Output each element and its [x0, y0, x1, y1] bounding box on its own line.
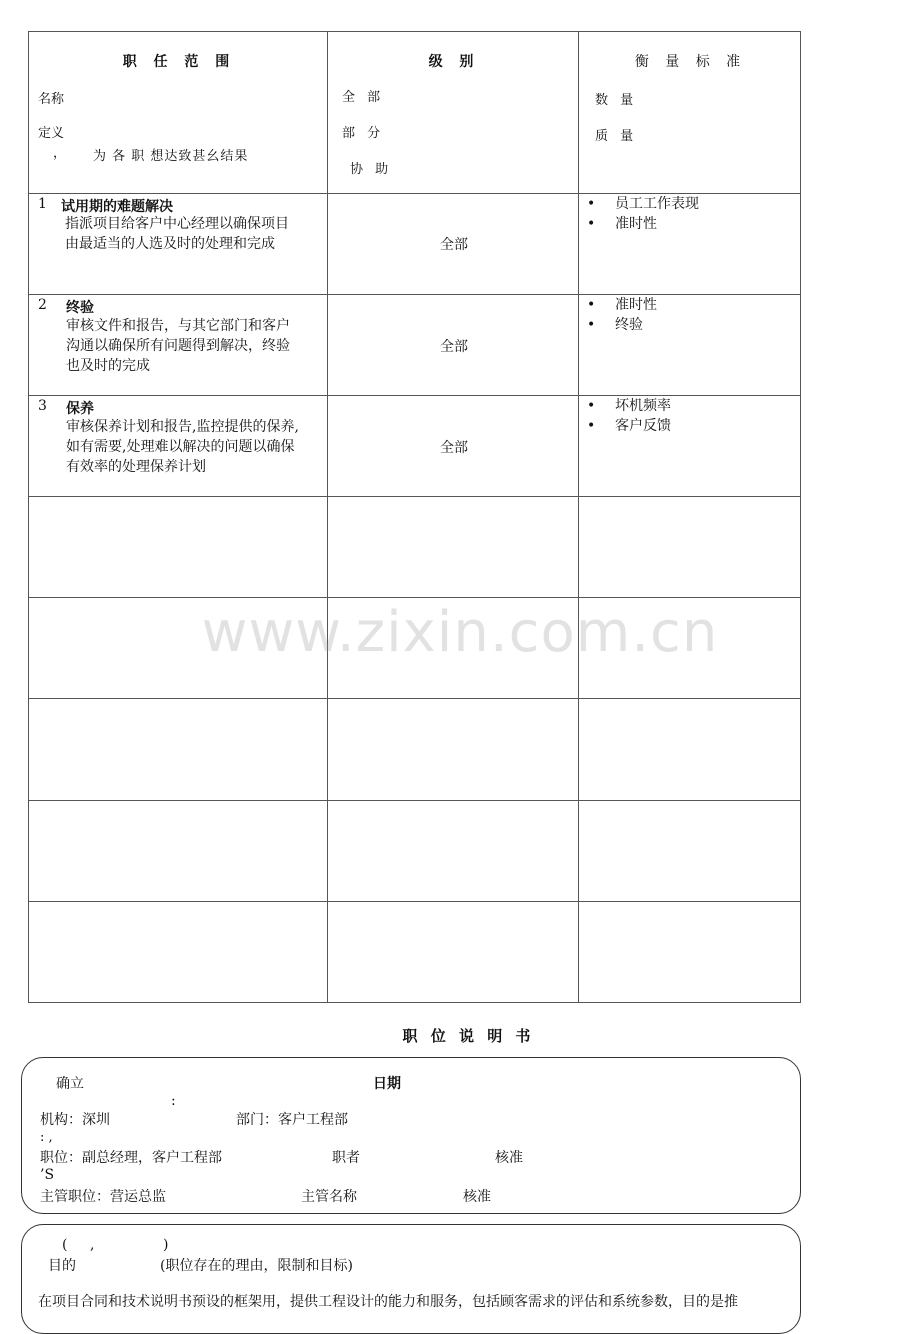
bullet-icon: •	[587, 317, 596, 333]
punctuation-mark: : ,	[40, 1130, 53, 1145]
empty-cell	[578, 698, 801, 801]
empty-cell	[327, 597, 579, 699]
row2-measure-list	[579, 295, 657, 335]
row3-desc-2: 如有需要,处理难以解决的问题以确保	[66, 439, 295, 455]
list-item	[579, 416, 671, 436]
empty-cell	[28, 901, 328, 1003]
header-comma: ，	[53, 146, 67, 161]
row3-number: 3	[38, 398, 47, 414]
row3-desc-3: 有效率的处理保养计划	[66, 459, 206, 475]
empty-cell	[28, 496, 328, 598]
empty-cell	[327, 800, 579, 902]
empty-cell	[28, 698, 328, 801]
row3-level-cell	[327, 395, 579, 497]
list-item	[579, 214, 699, 234]
header-level-all: 全 部	[342, 90, 385, 105]
row2-title: 终验	[66, 300, 94, 316]
row2-desc-3: 也及时的完成	[66, 358, 150, 374]
section-title: 职 位 说 明 书	[402, 1027, 535, 1045]
header-measure-quality: 质 量	[595, 129, 638, 144]
row3-measure-2: 客户反馈	[615, 418, 671, 434]
supervisor-position: 主管职位：营运总监	[40, 1189, 166, 1205]
department: 部门：客户工程部	[236, 1112, 348, 1128]
organization: 机构：深圳	[40, 1112, 110, 1128]
row1-number: 1	[38, 196, 47, 212]
header-cell-measure	[578, 31, 801, 194]
watermark: www.zixin.com.cn	[201, 600, 719, 665]
row1-level: 全部	[440, 237, 468, 253]
row3-measure-cell	[578, 395, 801, 497]
bullet-icon: •	[587, 196, 596, 212]
paren-comma: ,	[90, 1237, 95, 1253]
row3-desc-1: 审核保养计划和报告,监控提供的保养,	[66, 419, 299, 435]
s-mark: ’S	[40, 1167, 55, 1183]
position: 职位：副总经理，客户工程部	[40, 1150, 222, 1166]
empty-cell	[28, 597, 328, 699]
colon-mark: :	[171, 1093, 176, 1109]
empty-cell	[28, 800, 328, 902]
empty-cell	[578, 496, 801, 598]
row1-measure-list	[579, 194, 699, 234]
bullet-icon: •	[587, 297, 596, 313]
row3-title: 保养	[66, 401, 94, 417]
header-measure-title: 衡 量 标 准	[634, 54, 747, 70]
row2-desc-2: 沟通以确保所有问题得到解决，终验	[66, 338, 290, 354]
header-cell-scope	[28, 31, 328, 194]
row2-level-cell	[327, 294, 579, 396]
row2-measure-2: 终验	[615, 317, 643, 333]
list-item	[579, 315, 657, 335]
row1-level-cell	[327, 193, 579, 295]
row2-measure-cell	[578, 294, 801, 396]
paren-open: (	[62, 1237, 68, 1253]
header-measure-quantity: 数 量	[595, 93, 638, 108]
approve-label-2: 核准	[463, 1189, 491, 1205]
info-box	[21, 1057, 801, 1214]
row1-desc-1: 指派项目给客户中心经理以确保项目	[65, 216, 289, 232]
row1-title: 试用期的难题解决	[61, 199, 173, 215]
header-level-part: 部 分	[342, 126, 385, 141]
header-level-title: 级 别	[428, 54, 480, 70]
purpose-text: 在项目合同和技术说明书预设的框架用，提供工程设计的能力和服务，包括顾客需求的评估和系统参数，目的是推	[38, 1294, 738, 1310]
approve-label-1: 核准	[495, 1150, 523, 1166]
bullet-icon: •	[587, 398, 596, 414]
row1-measure-2: 准时性	[615, 216, 657, 232]
paren-close: )	[163, 1237, 169, 1253]
supervisor-name-label: 主管名称	[301, 1189, 357, 1205]
row3-measure-list	[579, 396, 671, 436]
list-item	[579, 396, 671, 416]
header-name-label: 名称	[38, 92, 65, 107]
row1-measure-1: 员工工作表现	[615, 196, 699, 212]
row1-desc-2: 由最适当的人选及时的处理和完成	[65, 236, 275, 252]
row2-level: 全部	[440, 339, 468, 355]
empty-cell	[327, 496, 579, 598]
row3-measure-1: 坏机频率	[615, 398, 671, 414]
empty-cell	[578, 800, 801, 902]
bullet-icon: •	[587, 418, 596, 434]
establish-label: 确立	[56, 1076, 84, 1092]
empty-cell	[327, 698, 579, 801]
list-item	[579, 194, 699, 214]
purpose-box	[21, 1224, 801, 1334]
empty-cell	[578, 597, 801, 699]
holder-label: 职者	[332, 1150, 360, 1166]
list-item	[579, 295, 657, 315]
header-definition-note: 为 各 职 想达致甚幺结果	[93, 149, 249, 164]
header-scope-title: 职 任 范 围	[122, 54, 236, 70]
row2-number: 2	[38, 297, 47, 313]
row2-measure-1: 准时性	[615, 297, 657, 313]
empty-cell	[327, 901, 579, 1003]
header-level-assist: 协 助	[350, 162, 393, 177]
empty-cell	[578, 901, 801, 1003]
row3-scope-cell	[28, 395, 328, 497]
row1-measure-cell	[578, 193, 801, 295]
date-label: 日期	[373, 1076, 401, 1092]
row2-scope-cell	[28, 294, 328, 396]
row3-level: 全部	[440, 440, 468, 456]
row2-desc-1: 审核文件和报告，与其它部门和客户	[66, 318, 290, 334]
header-definition-label: 定义	[38, 126, 65, 141]
row1-scope-cell	[28, 193, 328, 295]
bullet-icon: •	[587, 216, 596, 232]
purpose-label: 目的	[48, 1258, 76, 1274]
header-cell-level	[327, 31, 579, 194]
purpose-note: (职位存在的理由，限制和目标)	[160, 1258, 353, 1274]
